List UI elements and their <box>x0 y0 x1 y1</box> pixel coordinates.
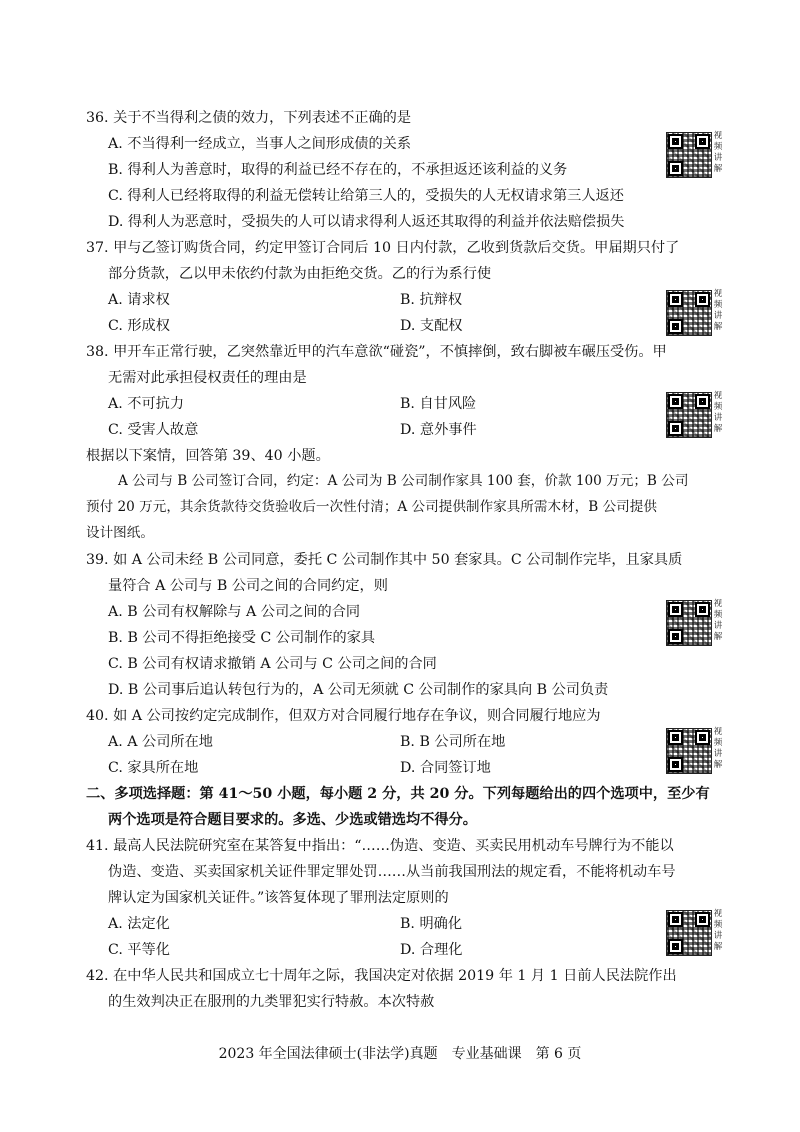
q37-stem-line1: 37. 甲与乙签订购货合同，约定甲签订合同后 10 日内付款，乙收到货款后交货。甲届期只付了 <box>86 240 680 256</box>
q38-option-d: D. 意外事件 <box>400 422 477 438</box>
q38-stem-line1: 38. 甲开车正常行驶，乙突然靠近甲的汽车意欲“碰瓷”，不慎摔倒，致右脚被车碾压受伤。甲 <box>86 344 667 360</box>
qr-code-q36[interactable] <box>666 132 712 178</box>
qr-label-q38: 视频讲解 <box>713 391 723 434</box>
q39-option-d: D. B 公司事后追认转包行为的，A 公司无须就 C 公司制作的家具向 B 公司负责 <box>108 682 609 698</box>
q39-option-a: A. B 公司有权解除与 A 公司之间的合同 <box>108 604 361 620</box>
q41-stem-line3: 牌认定为国家机关证件。”该答复体现了罪刑法定原则的 <box>108 890 449 906</box>
qr-code-q38[interactable] <box>666 392 712 438</box>
q38-option-b: B. 自甘风险 <box>400 396 477 412</box>
section-2-heading-line1: 二、多项选择题：第 41～50 小题，每小题 2 分，共 20 分。下列每题给出的四个选项中，至少有 <box>86 786 710 802</box>
q36-option-a: A. 不当得利一经成立，当事人之间形成债的关系 <box>108 136 412 152</box>
qr-label-q36: 视频讲解 <box>713 131 723 174</box>
q36-option-b: B. 得利人为善意时，取得的利益已经不存在的，不承担返还该利益的义务 <box>108 162 568 178</box>
q39-stem-line1: 39. 如 A 公司未经 B 公司同意，委托 C 公司制作其中 50 套家具。C 公司制作完毕，且家具质 <box>86 552 683 568</box>
q36-option-c: C. 得利人已经将取得的利益无偿转让给第三人的，受损失的人无权请求第三人返还 <box>108 188 624 204</box>
q38-option-c: C. 受害人故意 <box>108 422 199 438</box>
q40-option-b: B. B 公司所在地 <box>400 734 506 750</box>
q36-stem: 36. 关于不当得利之债的效力，下列表述不正确的是 <box>86 110 412 126</box>
section-2-heading-line2: 两个选项是符合题目要求的。多选、少选或错选均不得分。 <box>108 812 477 828</box>
page-footer: 2023 年全国法律硕士(非法学)真题 专业基础课 第 6 页 <box>218 1046 582 1062</box>
qr-label-q41: 视频讲解 <box>713 909 723 952</box>
qr-code-q40[interactable] <box>666 728 712 774</box>
q42-stem-line1: 42. 在中华人民共和国成立七十周年之际，我国决定对依据 2019 年 1 月 1 日前人民法院作出 <box>86 968 677 984</box>
q40-option-d: D. 合同签订地 <box>400 760 491 776</box>
q39-option-c: C. B 公司有权请求撤销 A 公司与 C 公司之间的合同 <box>108 656 437 672</box>
qr-code-q37[interactable] <box>666 290 712 336</box>
q42-stem-line2: 的生效判决正在服刑的九类罪犯实行特赦。本次特赦 <box>108 994 435 1010</box>
q41-option-a: A. 法定化 <box>108 916 170 932</box>
case-text-line1: A 公司与 B 公司签订合同，约定：A 公司为 B 公司制作家具 100 套，价款 100 万元；B 公司 <box>118 473 689 489</box>
qr-code-q41[interactable] <box>666 910 712 956</box>
q38-stem-line2: 无需对此承担侵权责任的理由是 <box>108 370 307 386</box>
q41-stem-line2: 伪造、变造、买卖国家机关证件罪定罪处罚……从当前我国刑法的规定看，不能将机动车号 <box>108 864 676 880</box>
case-text-line2: 预付 20 万元，其余货款待交货验收后一次性付清；A 公司提供制作家具所需木材，B 公司提供 <box>86 499 657 515</box>
case-text-line3: 设计图纸。 <box>86 525 154 541</box>
q40-option-c: C. 家具所在地 <box>108 760 199 776</box>
q41-option-d: D. 合理化 <box>400 942 463 958</box>
q38-option-a: A. 不可抗力 <box>108 396 185 412</box>
qr-label-q37: 视频讲解 <box>713 289 723 332</box>
q37-option-c: C. 形成权 <box>108 318 170 334</box>
q37-option-d: D. 支配权 <box>400 318 463 334</box>
qr-label-q39: 视频讲解 <box>713 599 723 642</box>
q37-stem-line2: 部分货款，乙以甲未依约付款为由拒绝交货。乙的行为系行使 <box>108 266 492 282</box>
q39-stem-line2: 量符合 A 公司与 B 公司之间的合同约定，则 <box>108 578 388 594</box>
q37-option-b: B. 抗辩权 <box>400 292 463 308</box>
q37-option-a: A. 请求权 <box>108 292 170 308</box>
qr-label-q40: 视频讲解 <box>713 727 723 770</box>
q41-stem-line1: 41. 最高人民法院研究室在某答复中指出：“……伪造、变造、买卖民用机动车号牌行为不能以 <box>86 838 674 854</box>
qr-code-q39[interactable] <box>666 600 712 646</box>
q40-stem: 40. 如 A 公司按约定完成制作，但双方对合同履行地存在争议，则合同履行地应为 <box>86 708 601 724</box>
q36-option-d: D. 得利人为恶意时，受损失的人可以请求得利人返还其取得的利益并依法赔偿损失 <box>108 214 625 230</box>
q39-option-b: B. B 公司不得拒绝接受 C 公司制作的家具 <box>108 630 376 646</box>
case-intro: 根据以下案情，回答第 39、40 小题。 <box>86 448 330 464</box>
q41-option-b: B. 明确化 <box>400 916 463 932</box>
q40-option-a: A. A 公司所在地 <box>108 734 213 750</box>
q41-option-c: C. 平等化 <box>108 942 170 958</box>
